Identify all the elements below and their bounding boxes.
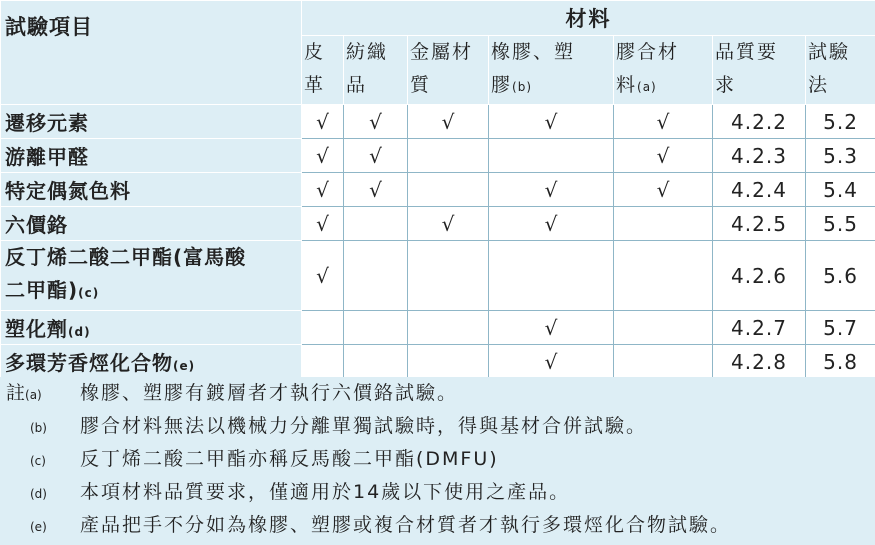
- footnote-letter: (a): [25, 388, 42, 402]
- test-method-cell: 5.3: [806, 139, 875, 173]
- test-item-name: 反丁烯二酸二甲酯(富馬酸: [5, 245, 247, 269]
- footnote-letter: (d): [30, 487, 47, 501]
- footnote-marker: [30, 443, 46, 478]
- column-header-line2: [410, 69, 488, 104]
- test-item-name: 游離甲醛: [5, 145, 89, 169]
- test-method-cell: 5.8: [806, 345, 875, 379]
- table-row: [1, 311, 875, 345]
- notes-section: [0, 377, 875, 545]
- quality-requirement-cell: 4.2.3: [713, 139, 806, 173]
- test-item-name: 六價鉻: [5, 213, 68, 237]
- column-header-line2: [304, 69, 343, 104]
- test-item-note: (e): [173, 359, 196, 373]
- check-mark-icon: √: [369, 177, 382, 202]
- test-method-cell: 5.6: [806, 241, 875, 311]
- test-item-name: 特定偶氮色料: [5, 179, 131, 203]
- check-cell: [302, 207, 344, 241]
- footnote: [0, 377, 875, 410]
- check-mark-icon: √: [544, 177, 558, 202]
- check-cell: [302, 173, 344, 207]
- column-header-0: [302, 36, 344, 105]
- footnote-label: 註: [6, 382, 26, 404]
- table-row: [1, 139, 875, 173]
- column-header-line1: 試驗: [808, 41, 851, 63]
- check-mark-icon: √: [316, 143, 329, 168]
- table-body: [1, 105, 875, 379]
- quality-requirement-cell: 4.2.4: [713, 173, 806, 207]
- test-item: [1, 241, 302, 311]
- check-mark-icon: √: [316, 211, 329, 236]
- column-header-line2-text: 革: [304, 74, 326, 96]
- footnote-text: 橡膠、塑膠有鍍層者才執行六價鉻試驗。: [80, 382, 459, 404]
- footnote-text: 產品把手不分如為橡膠、塑膠或複合材質者才執行多環烴化合物試驗。: [80, 514, 732, 536]
- column-header-line1: 紡織: [346, 41, 389, 63]
- footnote: [0, 476, 875, 509]
- check-mark-icon: √: [544, 349, 558, 374]
- test-method-cell: 5.2: [806, 105, 875, 139]
- check-mark-icon: √: [544, 315, 558, 340]
- check-mark-icon: √: [316, 177, 329, 202]
- footnote-marker: [6, 377, 42, 412]
- column-header-line1: 金屬材: [410, 41, 474, 63]
- footnote-text: 反丁烯二酸二甲酯亦稱反馬酸二甲酯(DMFU): [80, 448, 499, 470]
- check-cell: [344, 139, 408, 173]
- check-cell: [489, 207, 614, 241]
- check-mark-icon: √: [656, 143, 670, 168]
- column-header-line2: [491, 69, 613, 104]
- check-cell: [344, 207, 408, 241]
- table-row: [1, 241, 875, 311]
- test-item: [1, 311, 302, 345]
- check-cell: [614, 311, 713, 345]
- check-mark-icon: √: [441, 109, 455, 134]
- check-cell: [408, 311, 489, 345]
- footnote: [0, 410, 875, 443]
- test-item: [1, 139, 302, 173]
- check-cell: [489, 139, 614, 173]
- column-header-4: [614, 36, 713, 105]
- check-mark-icon: √: [369, 109, 382, 134]
- item-column-header: 試驗項目: [1, 1, 302, 105]
- column-header-line1: 橡膠、塑: [491, 41, 576, 63]
- column-header-3: [489, 36, 614, 105]
- footnote-letter: (c): [30, 454, 46, 468]
- footnote-marker: [30, 410, 47, 445]
- check-cell: [344, 105, 408, 139]
- test-item-name: 遷移元素: [5, 111, 89, 135]
- table-row: [1, 345, 875, 379]
- check-cell: [408, 241, 489, 311]
- check-mark-icon: √: [544, 211, 558, 236]
- footnote-marker: [30, 509, 47, 544]
- column-header-5: [713, 36, 806, 105]
- column-header-line1: 皮: [304, 41, 326, 63]
- check-cell: [489, 311, 614, 345]
- quality-requirement-cell: 4.2.8: [713, 345, 806, 379]
- footnote-text: 本項材料品質要求，僅適用於14歲以下使用之產品。: [80, 481, 571, 503]
- test-item-name: 多環芳香烴化合物: [5, 351, 173, 375]
- column-header-line2: [715, 69, 805, 104]
- check-cell: [614, 241, 713, 311]
- column-header-2: [408, 36, 489, 105]
- column-header-line2-text: 膠: [491, 74, 513, 96]
- quality-requirement-cell: 4.2.5: [713, 207, 806, 241]
- column-header-line2: [808, 69, 875, 104]
- check-cell: [302, 241, 344, 311]
- check-cell: [408, 345, 489, 379]
- check-cell: [344, 173, 408, 207]
- check-mark-icon: √: [656, 177, 670, 202]
- check-cell: [344, 311, 408, 345]
- footnote-text: 膠合材料無法以機械力分離單獨試驗時，得與基材合併試驗。: [80, 415, 648, 437]
- test-method-cell: 5.5: [806, 207, 875, 241]
- test-item: [1, 105, 302, 139]
- check-cell: [489, 105, 614, 139]
- check-cell: [489, 345, 614, 379]
- check-cell: [614, 173, 713, 207]
- check-mark-icon: √: [544, 109, 558, 134]
- column-header-line2: [616, 69, 712, 104]
- column-header-1: [344, 36, 408, 105]
- test-item: [1, 207, 302, 241]
- column-header-line1: 膠合材: [616, 41, 680, 63]
- check-cell: [614, 345, 713, 379]
- column-header-line2-text: 法: [808, 74, 830, 96]
- column-header-line2: [346, 69, 407, 104]
- footnote-marker: [30, 476, 47, 511]
- column-header-line2-text: 求: [715, 74, 737, 96]
- table-row: [1, 207, 875, 241]
- check-cell: [408, 207, 489, 241]
- test-item: [1, 173, 302, 207]
- footnote: [0, 443, 875, 476]
- test-item-note: (d): [68, 325, 91, 339]
- footnote-letter: (b): [30, 421, 47, 435]
- footnote: [0, 509, 875, 542]
- column-header-line2-text: 質: [410, 74, 432, 96]
- check-cell: [302, 139, 344, 173]
- quality-requirement-cell: 4.2.6: [713, 241, 806, 311]
- check-cell: [302, 311, 344, 345]
- test-method-cell: 5.7: [806, 311, 875, 345]
- check-cell: [614, 207, 713, 241]
- test-item-name-line2: 二甲酯): [5, 278, 79, 302]
- check-mark-icon: √: [316, 109, 329, 134]
- column-header-6: [806, 36, 875, 105]
- check-cell: [489, 241, 614, 311]
- quality-requirement-cell: 4.2.2: [713, 105, 806, 139]
- check-mark-icon: √: [369, 143, 382, 168]
- test-item-note: (c): [78, 286, 100, 300]
- table-row: [1, 173, 875, 207]
- column-header-line1: 品質要: [715, 41, 779, 63]
- test-item: [1, 345, 302, 379]
- check-cell: [302, 105, 344, 139]
- check-cell: [344, 241, 408, 311]
- check-cell: [408, 105, 489, 139]
- check-cell: [408, 139, 489, 173]
- test-method-cell: 5.4: [806, 173, 875, 207]
- column-header-line2-text: 料: [616, 74, 638, 96]
- check-cell: [302, 345, 344, 379]
- table-row: [1, 105, 875, 139]
- column-header-note: (a): [637, 80, 657, 94]
- check-cell: [614, 105, 713, 139]
- quality-requirement-cell: 4.2.7: [713, 311, 806, 345]
- column-header-line2-text: 品: [346, 74, 368, 96]
- check-cell: [489, 173, 614, 207]
- check-cell: [408, 173, 489, 207]
- check-cell: [344, 345, 408, 379]
- check-mark-icon: √: [316, 263, 329, 288]
- materials-header: 材料: [302, 1, 875, 36]
- check-mark-icon: √: [441, 211, 455, 236]
- footnote-letter: (e): [30, 520, 47, 534]
- check-mark-icon: √: [656, 109, 670, 134]
- test-item-name: 塑化劑: [5, 317, 68, 341]
- check-cell: [614, 139, 713, 173]
- column-header-note: (b): [512, 80, 532, 94]
